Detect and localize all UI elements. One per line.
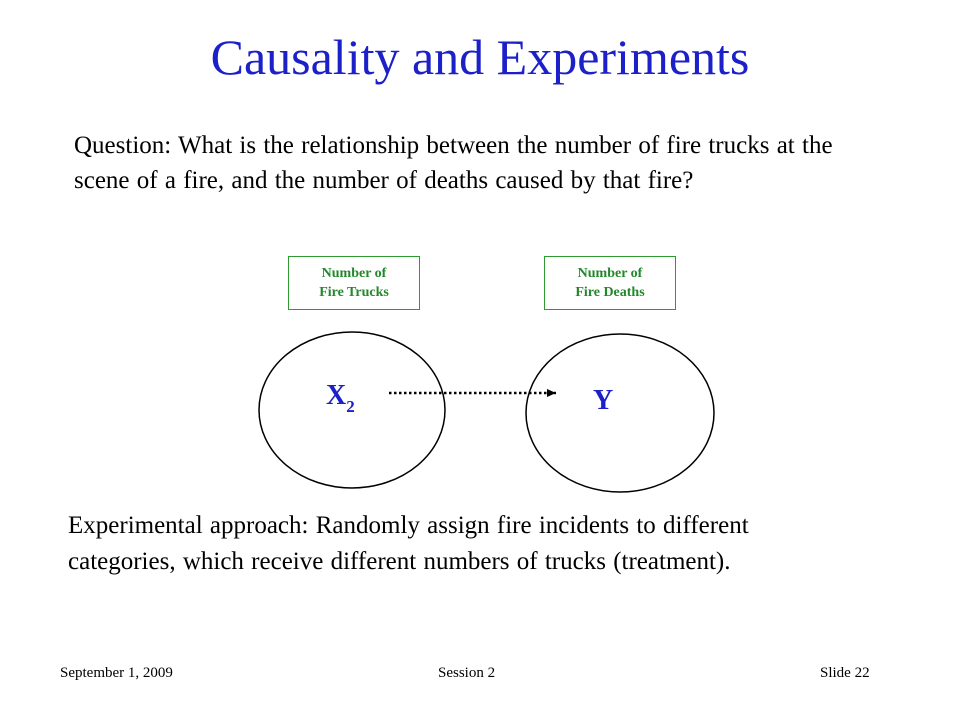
fire-trucks-label-box: Number of Fire Trucks xyxy=(288,256,420,310)
variable-x-subscript: 2 xyxy=(346,397,355,416)
fire-deaths-circle xyxy=(526,334,714,492)
variable-y: Y xyxy=(593,385,614,416)
fire-deaths-label-box: Number of Fire Deaths xyxy=(544,256,676,310)
variable-x-letter: X xyxy=(326,380,347,411)
footer-slide-number: Slide 22 xyxy=(820,665,870,681)
question-text: Question: What is the relationship between the number of fire trucks at the scene of a fire, and the number of deaths caused by that fire? xyxy=(74,132,833,194)
experimental-approach-text: Experimental approach: Randomly assign fire incidents to different categories, which receive different numbers of trucks (treatment). xyxy=(68,512,749,575)
footer-session: Session 2 xyxy=(438,665,496,681)
slide-title: Causality and Experiments xyxy=(210,29,750,85)
footer-date: September 1, 2009 xyxy=(60,665,173,681)
causal-diagram xyxy=(250,325,730,500)
variable-x2 xyxy=(326,380,355,416)
